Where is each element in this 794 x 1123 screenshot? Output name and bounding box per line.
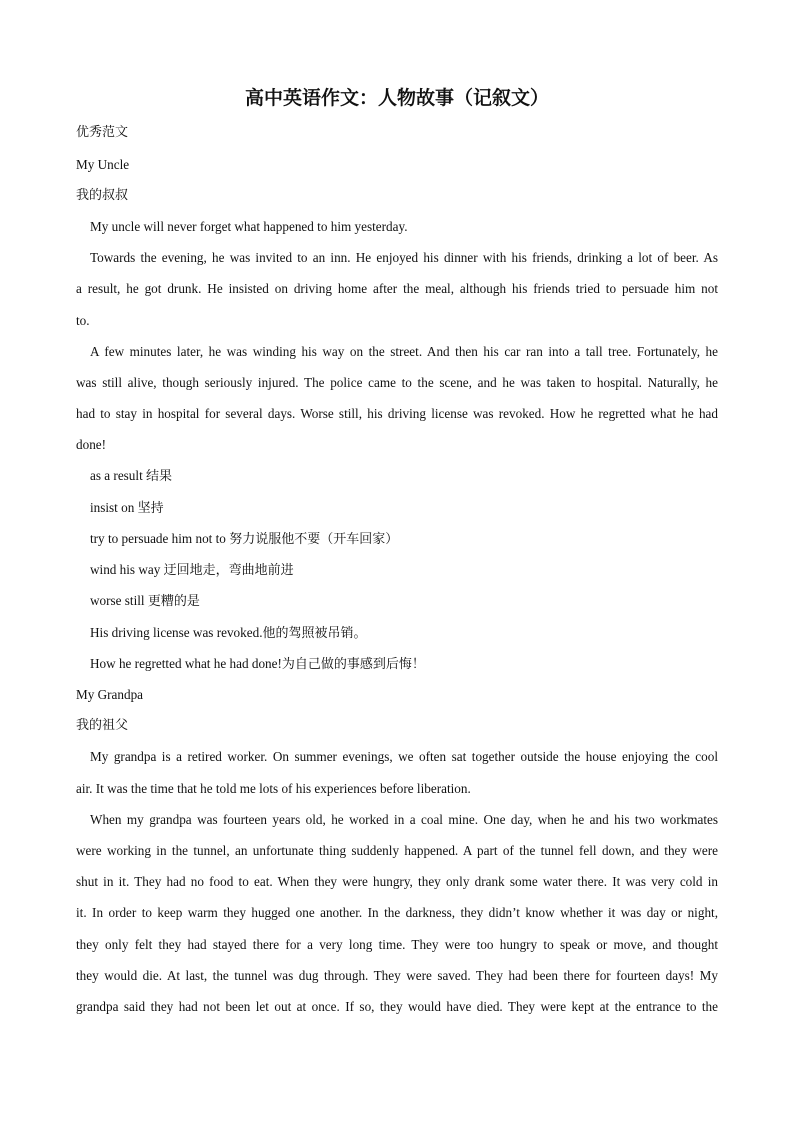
vocab-cn: 他的驾照被吊销。 bbox=[262, 626, 367, 641]
vocab-item bbox=[90, 655, 425, 674]
vocab-item bbox=[90, 561, 294, 580]
story2-paragraph-2-line-3: shut in it. They had no food to eat. When they were hungry, they only drank some water there. It was very cold in bbox=[76, 874, 718, 889]
story1-paragraph-2-line-3: to. bbox=[76, 313, 90, 328]
story1-title-en: My Uncle bbox=[76, 157, 130, 172]
vocab-en: try to persuade him not to bbox=[90, 531, 230, 546]
story1-paragraph-2-line-1: Towards the evening, he was invited to an inn. He enjoyed his dinner with his friends, drinking a lot of beer. As bbox=[90, 250, 718, 265]
story1-paragraph-3-line-1: A few minutes later, he was winding his way on the street. And then his car ran into a tall tree. Fortunately, he bbox=[90, 344, 718, 359]
vocab-en: His driving license was revoked. bbox=[90, 625, 263, 640]
vocab-en: wind his way bbox=[90, 562, 164, 577]
story2-paragraph-2-line-5: they only felt they had stayed there for a very long time. They were too hungry to speak or move, and thought bbox=[76, 937, 718, 952]
story2-paragraph-2-line-6: they would die. At last, the tunnel was dug through. They were saved. They had been there for fourteen days! My bbox=[76, 968, 718, 983]
vocab-item bbox=[90, 530, 398, 549]
story2-paragraph-2-line-1: When my grandpa was fourteen years old, he worked in a coal mine. One day, when he and his two workmates bbox=[90, 812, 718, 827]
vocab-cn: 为自己做的事感到后悔！ bbox=[281, 657, 425, 672]
story1-paragraph-1: My uncle will never forget what happened to him yesterday. bbox=[90, 219, 408, 234]
vocab-item bbox=[90, 624, 367, 643]
vocab-en: How he regretted what he had done! bbox=[90, 656, 282, 671]
vocab-cn: 坚持 bbox=[137, 501, 164, 516]
vocab-item bbox=[90, 592, 200, 611]
vocab-cn: 更糟的是 bbox=[147, 594, 200, 609]
vocab-en: insist on bbox=[90, 500, 138, 515]
vocab-en: worse still bbox=[90, 593, 148, 608]
vocab-item bbox=[90, 499, 164, 518]
story2-title-en: My Grandpa bbox=[76, 687, 144, 702]
story2-paragraph-1-line-2: air. It was the time that he told me lots of his experiences before liberation. bbox=[76, 781, 471, 796]
story1-title-cn: 我的叔叔 bbox=[76, 188, 129, 203]
vocab-item bbox=[90, 467, 172, 486]
vocab-en: as a result bbox=[90, 468, 147, 483]
vocab-cn: 结果 bbox=[146, 469, 173, 484]
story2-paragraph-2-line-2: were working in the tunnel, an unfortunate thing suddenly happened. A part of the tunnel fell down, and they were bbox=[76, 843, 718, 858]
page-title: 高中英语作文：人物故事（记叙文） bbox=[244, 87, 549, 109]
story1-paragraph-2-line-2: a result, he got drunk. He insisted on driving home after the meal, although his friends tried to persuade him not bbox=[76, 281, 718, 296]
vocab-cn: 努力说服他不要（开车回家） bbox=[229, 532, 399, 547]
story2-paragraph-2-line-7: grandpa said they had not been let out at once. If so, they would have died. They were kept at the entrance to the bbox=[76, 999, 718, 1014]
story1-paragraph-3-line-4: done! bbox=[76, 437, 107, 452]
vocab-cn: 迂回地走，弯曲地前进 bbox=[163, 563, 294, 578]
story2-title-cn: 我的祖父 bbox=[76, 718, 129, 733]
story2-paragraph-2-line-4: it. In order to keep warm they hugged one another. In the darkness, they didn’t know whether it was day or night, bbox=[76, 905, 718, 920]
section-label: 优秀范文 bbox=[76, 125, 129, 140]
story2-paragraph-1-line-1: My grandpa is a retired worker. On summer evenings, we often sat together outside the house enjoying the cool bbox=[90, 749, 718, 764]
story1-paragraph-3-line-2: was still alive, though seriously injured. The police came to the scene, and he was taken to hospital. Naturally, he bbox=[76, 375, 718, 390]
story1-paragraph-3-line-3: had to stay in hospital for several days. Worse still, his driving license was revoked. How he regretted what he had bbox=[76, 406, 718, 421]
